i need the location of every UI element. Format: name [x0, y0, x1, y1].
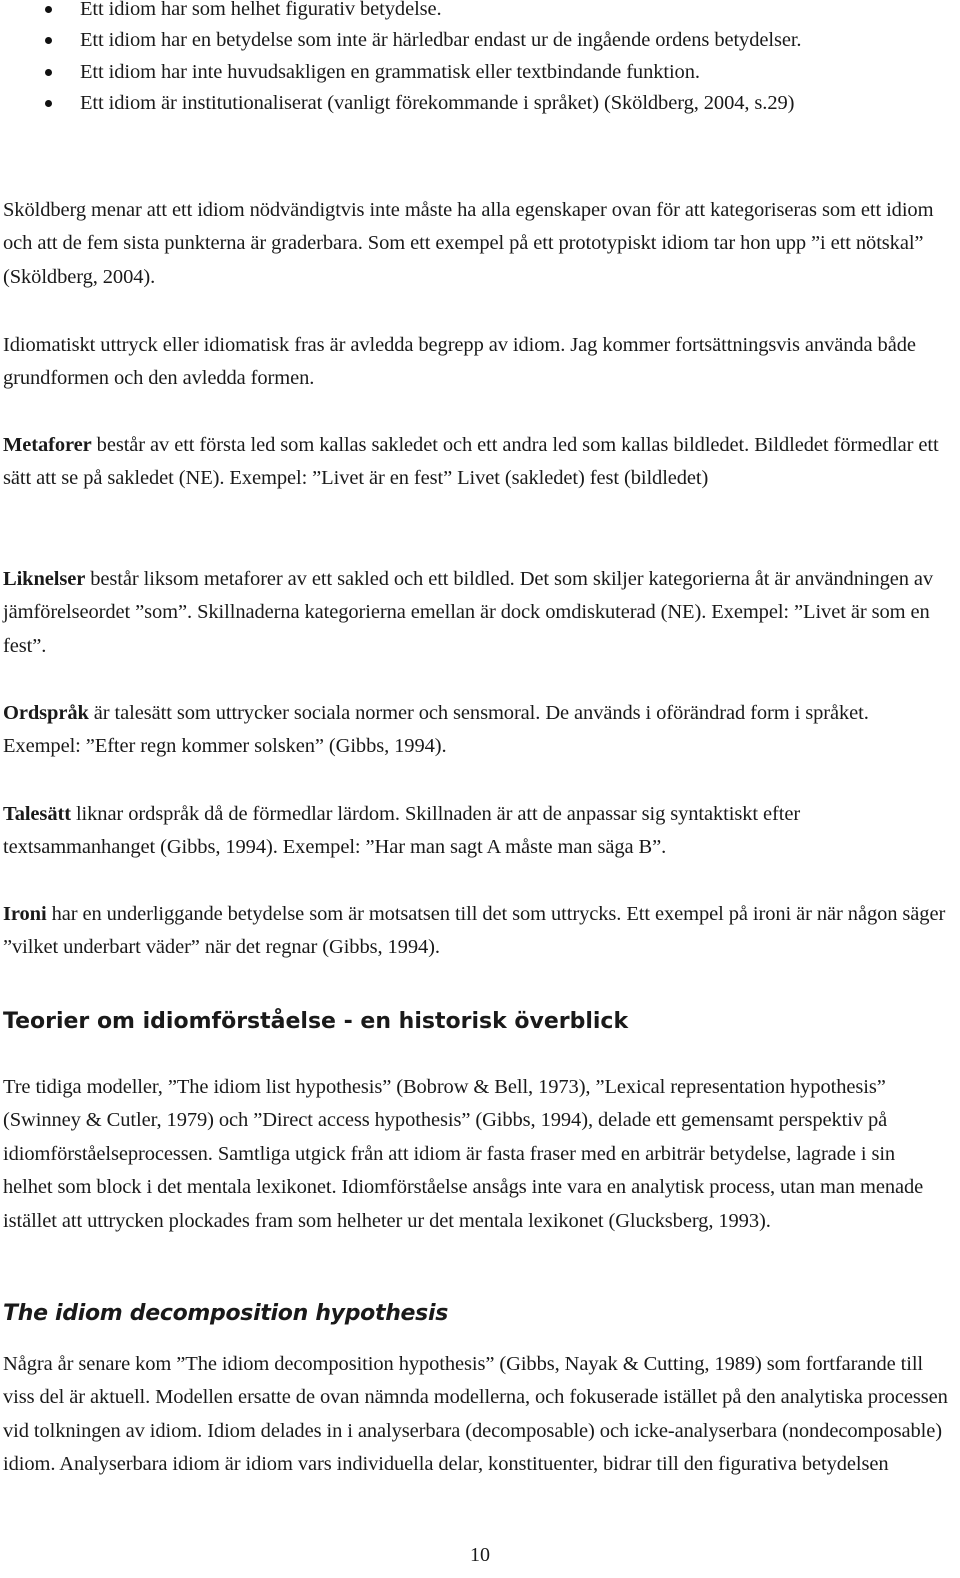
list-item: Ett idiom har som helhet figurativ betydelse.	[3, 0, 948, 25]
paragraph-idiomatiskt: Idiomatiskt uttryck eller idiomatisk fras är avledda begrepp av idiom. Jag kommer fortsättningsvis använda både grundformen och den avledda formen.	[3, 334, 916, 390]
page-number: 10	[470, 1544, 490, 1566]
paragraph-liknelser	[3, 563, 948, 663]
idiom-criteria-list	[3, 0, 948, 119]
definition-liknelser: består liksom metaforer av ett sakled och ett bildled. Det som skiljer kategorierna åt är användningen av jämförelseordet ”som”. Skillnaderna kategorierna emellan är dock omdiskuterad (NE). Exempel: ”Livet är som en fest”.	[3, 568, 934, 657]
definition-ironi: har en underliggande betydelse som är motsatsen till det som uttrycks. Ett exempel på ironi är när någon säger ”vilket underbart väder” när det regnar (Gibbs, 1994).	[3, 903, 946, 959]
section-heading-teorier: Teorier om idiomförståelse - en historisk överblick	[3, 1009, 629, 1034]
definition-talesatt: liknar ordspråk då de förmedlar lärdom. Skillnaden är att de anpassar sig syntaktiskt efter textsammanhanget (Gibbs, 1994). Exempel: ”Har man sagt A måste man säga B”.	[3, 803, 801, 859]
paragraph-ordsprak	[3, 697, 948, 764]
paragraph-nagra-ar-senare: Några år senare kom ”The idiom decomposition hypothesis” (Gibbs, Nayak & Cutting, 1989) som fortfarande till viss del är aktuell. Modellen ersatte de ovan nämnda modellerna, och fokuserade istället på den analytiska processen vid tolkningen av idiom. Idiom delades in i analyserbara (decomposable) och icke-analyserbara (nondecomposable) idiom. Analyserbara idiom är idiom vars individuella delar, konstituenter, bidrar till den figurativa betydelsen	[3, 1353, 948, 1476]
paragraph-talesatt	[3, 798, 948, 865]
definition-metaforer: består av ett första led som kallas sakledet och ett andra led som kallas bildledet. Bildledet förmedlar ett sätt att se på sakledet (NE). Exempel: ”Livet är en fest” Livet (sakledet) fest (bildledet)	[3, 434, 939, 490]
list-item: Ett idiom har inte huvudsakligen en grammatisk eller textbindande funktion.	[3, 57, 948, 88]
term-liknelser: Liknelser	[3, 568, 86, 590]
paragraph-metaforer	[3, 429, 948, 496]
term-ironi: Ironi	[3, 903, 47, 925]
paragraph-skoldberg: Sköldberg menar att ett idiom nödvändigtvis inte måste ha alla egenskaper ovan för att kategoriseras som ett idiom och att de fem sista punkterna är graderbara. Som ett exempel på ett prototypiskt idiom tar hon upp ”i ett nötskal” (Sköldberg, 2004).	[3, 199, 934, 288]
term-metaforer: Metaforer	[3, 434, 92, 456]
paragraph-ironi	[3, 898, 948, 965]
term-talesatt: Talesätt	[3, 803, 71, 825]
list-item: Ett idiom har en betydelse som inte är härledbar endast ur de ingående ordens betydelser.	[3, 25, 948, 56]
definition-ordsprak: är talesätt som uttrycker sociala normer och sensmoral. De används i oförändrad form i språket. Exempel: ”Efter regn kommer solsken” (Gibbs, 1994).	[3, 702, 869, 758]
list-item: Ett idiom är institutionaliserat (vanligt förekommande i språket) (Sköldberg, 2004, s.29)	[3, 88, 948, 119]
subsection-heading-decomposition: The idiom decomposition hypothesis	[3, 1301, 449, 1326]
paragraph-tre-tidiga-modeller: Tre tidiga modeller, ”The idiom list hypothesis” (Bobrow & Bell, 1973), ”Lexical representation hypothesis” (Swinney & Cutler, 1979) och ”Direct access hypothesis” (Gibbs, 1994), delade ett gemensamt perspektiv på idiomförståelseprocessen. Samtliga utgick från att idiom är fasta fraser med en arbiträr betydelse, lagrade i sin helhet som block i det mentala lexikonet. Idiomförståelse ansågs inte vara en analytisk process, utan man menade istället att uttrycken plockades fram som helheter ur det mentala lexikonet (Glucksberg, 1993).	[3, 1076, 924, 1232]
term-ordsprak: Ordspråk	[3, 702, 89, 724]
